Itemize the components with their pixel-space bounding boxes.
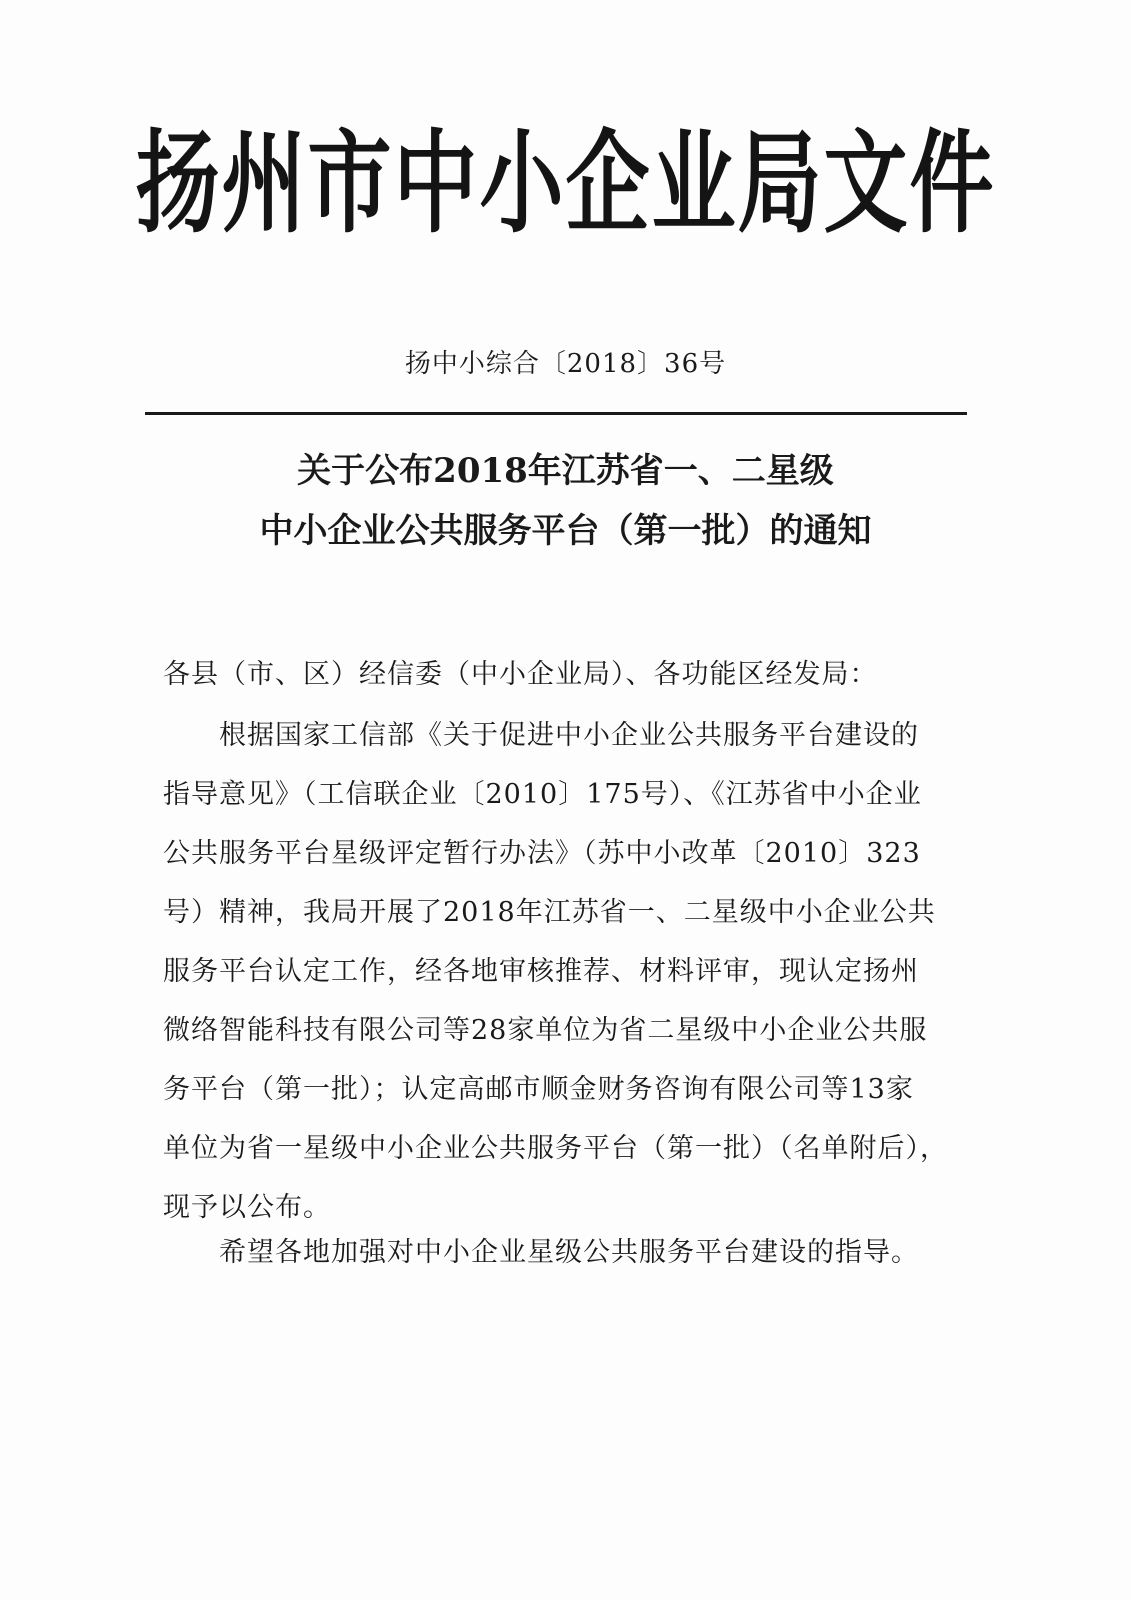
- salutation: 各县（市、区）经信委（中小企业局）、各功能区经发局：: [163, 659, 878, 690]
- paragraph-line: 号）精神，我局开展了2018年江苏省一、二星级中小企业公共: [163, 897, 936, 928]
- notice-title-line-2: 中小企业公共服务平台（第一批）的通知: [259, 511, 872, 551]
- header-divider: [145, 412, 967, 415]
- body-paragraph: [163, 706, 963, 1237]
- paragraph-line: 务平台（第一批）；认定高邮市顺金财务咨询有限公司等13家: [163, 1074, 914, 1105]
- closing-paragraph: 希望各地加强对中小企业星级公共服务平台建设的指导。: [219, 1237, 919, 1268]
- paragraph-line: 微络智能科技有限公司等28家单位为省二星级中小企业公共服: [163, 1015, 928, 1046]
- paragraph-line: 现予以公布。: [163, 1192, 331, 1223]
- paragraph-line: 单位为省一星级中小企业公共服务平台（第一批）（名单附后），: [163, 1133, 948, 1164]
- paragraph-line: 服务平台认定工作，经各地审核推荐、材料评审，现认定扬州: [163, 956, 919, 987]
- paragraph-line: 公共服务平台星级评定暂行办法》（苏中小改革〔2010〕323: [163, 838, 921, 869]
- paragraph-line: 指导意见》（工信联企业〔2010〕175号）、《江苏省中小企业: [163, 779, 922, 810]
- notice-title-line-1: 关于公布2018年江苏省一、二星级: [297, 451, 834, 491]
- paragraph-line: 根据国家工信部《关于促进中小企业公共服务平台建设的: [219, 720, 919, 751]
- document-number: 扬中小综合〔2018〕36号: [404, 349, 727, 379]
- masthead-title: 扬州市中小企业局文件: [135, 118, 996, 249]
